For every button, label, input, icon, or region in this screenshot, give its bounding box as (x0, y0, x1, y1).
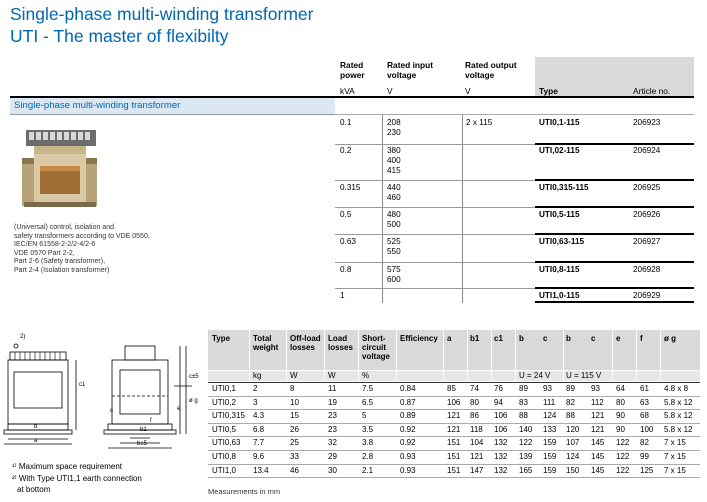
t2-cell: 6.5 (362, 397, 374, 407)
col-header-rated-input-l1: Rated input (387, 60, 434, 70)
t2-cell: 159 (543, 438, 557, 448)
row-rule-type (535, 261, 694, 263)
measurements-note: Measurements in mm (208, 487, 281, 496)
t1-article: 206927 (633, 237, 661, 246)
t2-cell: 118 (470, 424, 483, 434)
t2-unit-pct: % (362, 371, 370, 380)
t2-cell: 124 (566, 452, 580, 461)
t2-col-sep (491, 330, 492, 477)
t2-cell: 8 (290, 384, 295, 393)
col-header-rated-output-l2: voltage (465, 70, 495, 80)
t1-article: 206929 (633, 291, 661, 300)
footnote-2: ²⁾ With Type UTI1,1 earth connection (12, 474, 142, 483)
t2-hdr-b: b (519, 334, 524, 343)
t2-cell: 23 (328, 411, 337, 421)
t2-cell: 121 (591, 411, 605, 421)
t2-cell: 85 (447, 384, 456, 393)
t1-type: UTI0,1-115 (539, 118, 580, 127)
t2-cell: 63 (640, 397, 649, 407)
t2-cell-type: UTI0,2 (212, 397, 237, 407)
t1-power: 0.5 (340, 210, 352, 219)
t2-col-sep (467, 330, 468, 477)
section-band-rule (10, 114, 335, 115)
t2-col-sep (443, 330, 444, 477)
t2-cell: 4.3 (253, 411, 265, 421)
t2-cell: 106 (494, 411, 508, 421)
row-rule-type (535, 287, 694, 289)
unit-output-v: V (465, 86, 471, 96)
t2-cell-type: UTI0,8 (212, 452, 237, 461)
t2-col-sep (324, 330, 325, 477)
t1-type: UTI0,63-115 (539, 237, 585, 246)
table1-body (335, 114, 694, 304)
col-header-rated-power (340, 60, 365, 80)
t2-unit-w1: W (290, 371, 298, 380)
footnote-1: ¹⁾ Maximum space requirement (12, 462, 122, 471)
drawing-label-e: e (177, 406, 181, 412)
t2-cell: 132 (494, 452, 508, 461)
t2-cell: 0.92 (400, 424, 416, 434)
t2-cell: 0.93 (400, 452, 416, 461)
col-header-rated-power-l2: power (340, 70, 365, 80)
t2-cell: 112 (591, 397, 604, 407)
t2-cell: 5.8 x 12 (664, 397, 693, 407)
t2-cell: 88 (566, 411, 575, 421)
t2-cell: 0.89 (400, 411, 416, 421)
col-header-rated-input-l2: voltage (387, 70, 417, 80)
dimension-drawing (0, 326, 206, 456)
t2-hdr-type: Type (212, 334, 231, 343)
t2-cell: 4.8 x 8 (664, 384, 689, 393)
t2-cell: 99 (640, 452, 649, 461)
t1-input: 380 (387, 146, 401, 155)
t2-cell: 86 (470, 411, 479, 421)
t2-cell: 107 (566, 438, 580, 448)
t2-cell: 140 (519, 424, 533, 434)
description-line: Part 2-6 (Safety transformer), (14, 258, 106, 266)
row-rule-type (535, 206, 694, 208)
t2-cell: 111 (543, 397, 556, 407)
t2-hdr-weight-1: Total (253, 334, 272, 343)
t2-row-rule (208, 423, 700, 424)
description-line: safety transformers according to VDE 0550, (14, 232, 150, 240)
t2-cell: 61 (640, 384, 649, 393)
t1-type: UTI0,5-115 (539, 210, 580, 219)
t2-cell: 93 (591, 384, 600, 393)
t2-cell: 139 (519, 452, 533, 461)
t2-unit-kg: kg (253, 371, 262, 380)
t2-cell: 9.6 (253, 452, 265, 461)
t2-hdr-b-2: b (566, 334, 571, 343)
drawing-label-fn2: 2) (20, 334, 26, 340)
t2-cell: 80 (616, 397, 625, 407)
t2-cell: 90 (616, 424, 625, 434)
t2-cell: 121 (470, 452, 484, 461)
t1-input: 525 (387, 237, 401, 246)
t2-hdr-efficiency: Efficiency (400, 334, 438, 343)
t1-input: 550 (387, 247, 401, 256)
t2-cell: 15 (290, 411, 299, 421)
t2-cell: 159 (543, 452, 557, 461)
col-header-type: Type (539, 86, 558, 96)
t2-cell: 121 (591, 424, 605, 434)
t2-cell: 150 (566, 465, 580, 475)
t2-cell: 0.84 (400, 384, 416, 393)
description-line: VDE 0570 Part 2-2, (14, 249, 75, 257)
t2-cell: 90 (616, 411, 625, 421)
t2-cell: 7 x 15 (664, 452, 686, 461)
t2-cell: 93 (543, 384, 552, 393)
t1-type: UTI0,315-115 (539, 183, 589, 192)
t2-cell: 122 (616, 438, 630, 448)
col-header-article: Article no. (633, 86, 671, 96)
t2-col-sep (660, 330, 661, 477)
t2-cell: 124 (543, 411, 557, 421)
t2-cell: 29 (328, 452, 337, 461)
t2-cell: 46 (290, 465, 299, 475)
t2-cell: 23 (328, 424, 337, 434)
t2-col-sep (358, 330, 359, 477)
drawing-label-b: b (34, 424, 38, 430)
t2-cell: 147 (470, 465, 484, 475)
t2-cell: 145 (591, 452, 605, 461)
t2-row-rule (208, 477, 700, 478)
t1-type: UTI,02-115 (539, 146, 580, 155)
t2-hdr-c1: c1 (494, 334, 503, 343)
t2-cell: 5 (362, 411, 367, 421)
description-line: Part 2-4 (Isolation transformer) (14, 266, 110, 274)
t2-row-rule (208, 382, 700, 383)
unit-input-v: V (387, 86, 393, 96)
t2-cell: 7.7 (253, 438, 265, 448)
description-line: IEC/EN 61558-2-2/2-4/2-6 (14, 241, 96, 249)
t2-hdr-weight-2: weight (253, 343, 279, 352)
t2-cell: 5.8 x 12 (664, 424, 693, 434)
t2-cell-type: UTI0,63 (212, 438, 241, 448)
drawing-label-g: ø g (189, 398, 198, 404)
t2-cell: 7.5 (362, 384, 374, 393)
t2-hdr-b1: b1 (470, 334, 480, 343)
row-rule-type (535, 301, 694, 303)
t2-cell: 26 (290, 424, 299, 434)
t1-input: 575 (387, 265, 401, 274)
t2-col-sep (563, 330, 564, 477)
t1-input: 400 (387, 156, 401, 165)
t2-hdr-offload-1: Off-load (290, 334, 321, 343)
t2-col-sep (249, 330, 250, 477)
t2-cell: 13.4 (253, 465, 269, 475)
t1-power: 0.63 (340, 237, 356, 246)
t2-cell: 100 (640, 424, 654, 434)
t1-type: UTI1,0-115 (539, 291, 580, 300)
t2-cell: 94 (494, 397, 503, 407)
t1-power: 0.8 (340, 265, 352, 274)
t2-cell: 3.8 (362, 438, 374, 448)
t2-cell: 0.87 (400, 397, 416, 407)
t2-cell: 7 x 15 (664, 438, 686, 448)
t2-hdr-offload-2: losses (290, 343, 315, 352)
t2-cell: 83 (519, 397, 528, 407)
t2-units-shade (208, 370, 700, 381)
row-rule-type (535, 143, 694, 145)
row-rule-type (535, 179, 694, 181)
t2-cell: 89 (519, 384, 528, 393)
drawing-label-cs5: c±5 (189, 374, 199, 380)
t2-cell: 145 (591, 465, 605, 475)
t2-cell: 82 (640, 438, 649, 448)
col-header-rated-output (465, 60, 517, 80)
t2-hdr-c: c (543, 334, 548, 343)
output-voltage: 2 x 115 (466, 118, 493, 127)
col-header-rated-output-l1: Rated output (465, 60, 517, 70)
t1-input: 230 (387, 128, 401, 137)
t2-cell: 122 (616, 452, 630, 461)
t2-cell: 145 (591, 438, 605, 448)
t1-input: 500 (387, 220, 401, 229)
t2-row-rule (208, 450, 700, 451)
dimensions-table (208, 330, 700, 480)
t2-cell: 76 (494, 384, 503, 393)
t2-col-sep (396, 330, 397, 477)
t2-cell: 0.92 (400, 438, 416, 448)
footnote-2b: at bottom (17, 485, 51, 494)
t1-input: 600 (387, 275, 401, 284)
t2-cell: 122 (519, 438, 533, 448)
t2-cell: 121 (447, 411, 461, 421)
t2-cell: 7 x 15 (664, 465, 686, 475)
t1-article: 206925 (633, 183, 661, 192)
t2-cell: 6.8 (253, 424, 265, 434)
t2-cell: 25 (290, 438, 299, 448)
t2-cell: 19 (328, 397, 337, 407)
t2-cell: 0.93 (400, 465, 416, 475)
t2-cell: 80 (470, 397, 479, 407)
t1-article: 206924 (633, 146, 661, 155)
t2-cell: 3.5 (362, 424, 374, 434)
t2-hdr-load-1: Load (328, 334, 348, 343)
section-title: Single-phase multi-winding transformer (14, 100, 181, 111)
t1-article: 206923 (633, 118, 661, 127)
t2-row-rule (208, 464, 700, 465)
t2-cell: 30 (328, 465, 337, 475)
t2-hdr-g: ø g (664, 334, 676, 343)
unit-kva: kVA (340, 86, 355, 96)
t2-unit-u24: U = 24 V (519, 371, 551, 380)
t2-hdr-c-2: c (591, 334, 596, 343)
t1-article: 206926 (633, 210, 661, 219)
t1-power: 0.315 (340, 183, 361, 192)
t2-col-sep (636, 330, 637, 477)
t2-cell: 151 (447, 452, 461, 461)
t2-cell: 106 (447, 397, 461, 407)
t1-power: 1 (340, 291, 345, 300)
col-header-rated-power-l1: Rated (340, 60, 364, 70)
page-title: Single-phase multi-winding transformer (10, 4, 314, 24)
t1-input: 415 (387, 166, 401, 175)
t2-cell: 122 (616, 465, 630, 475)
t2-cell: 68 (640, 411, 649, 421)
t2-hdr-e: e (616, 334, 621, 343)
drawing-label-c1: c1 (79, 382, 86, 388)
description-line: (Universal) control, isolation and (14, 224, 114, 231)
row-rule-type (535, 233, 694, 235)
t2-hdr-short-2: circuit (362, 343, 387, 352)
t2-cell: 132 (494, 438, 508, 448)
t2-row-rule (208, 436, 700, 437)
t2-cell: 2.1 (362, 465, 374, 475)
t1-input: 440 (387, 183, 401, 192)
t2-cell: 151 (447, 465, 461, 475)
t2-cell: 88 (519, 411, 528, 421)
t2-cell: 32 (328, 438, 337, 448)
t2-col-sep (286, 330, 287, 477)
t2-hdr-load-2: losses (328, 343, 353, 352)
t2-cell: 33 (290, 452, 299, 461)
t2-header-sep (208, 370, 700, 371)
t2-cell-type: UTI1,0 (212, 465, 237, 475)
t2-cell: 159 (543, 465, 557, 475)
drawing-label-c: c (110, 408, 113, 414)
t2-cell: 125 (640, 465, 654, 475)
t2-row-rule (208, 409, 700, 410)
t2-cell: 82 (566, 397, 575, 407)
t2-hdr-a: a (447, 334, 452, 343)
t1-input: 460 (387, 193, 401, 202)
t2-cell: 132 (494, 465, 508, 475)
page-subtitle: UTI - The master of flexibilty (10, 26, 229, 46)
t1-article: 206928 (633, 265, 661, 274)
drawing-label-f: f (150, 418, 152, 424)
drawing-label-b1: b1 (140, 427, 147, 433)
t2-unit-w2: W (328, 371, 336, 380)
t2-cell: 106 (494, 424, 508, 434)
t2-cell: 5.8 x 12 (664, 411, 693, 421)
drawing-label-a: a (34, 438, 38, 444)
product-description (14, 224, 150, 276)
t2-cell: 151 (447, 438, 461, 448)
t2-cell: 89 (566, 384, 575, 393)
t2-cell: 3 (253, 397, 258, 407)
t2-unit-u115: U = 115 V (566, 371, 602, 380)
t2-col-sep (612, 330, 613, 477)
t2-col-sep (515, 330, 516, 477)
t2-cell: 2 (253, 384, 258, 393)
t2-cell: 133 (543, 424, 557, 434)
t2-row-rule (208, 396, 700, 397)
drawing-label-bs5: b±5 (137, 441, 147, 447)
t2-cell-type: UTI0,315 (212, 411, 245, 421)
t1-input: 480 (387, 210, 401, 219)
t2-cell: 2.8 (362, 452, 374, 461)
t2-cell: 120 (566, 424, 580, 434)
col-header-rated-input (387, 60, 433, 80)
t2-cell: 121 (447, 424, 461, 434)
t2-cell: 165 (519, 465, 533, 475)
t1-power: 0.1 (340, 118, 352, 127)
t2-hdr-f: f (640, 334, 643, 343)
t2-hdr-short-3: voltage (362, 352, 391, 361)
t2-hdr-short-1: Short- (362, 334, 386, 343)
transformer-image (12, 118, 112, 210)
t1-type: UTI0,8-115 (539, 265, 580, 274)
t2-cell: 74 (470, 384, 479, 393)
t1-power: 0.2 (340, 146, 352, 155)
t2-cell: 64 (616, 384, 625, 393)
t2-cell: 104 (470, 438, 484, 448)
t2-cell-type: UTI0,5 (212, 424, 237, 434)
row-rule (335, 114, 694, 115)
t2-cell: 10 (290, 397, 299, 407)
t2-cell-type: UTI0,1 (212, 384, 237, 393)
t2-header-shade (208, 330, 700, 370)
t2-cell: 11 (328, 384, 337, 393)
t1-input: 208 (387, 118, 401, 127)
